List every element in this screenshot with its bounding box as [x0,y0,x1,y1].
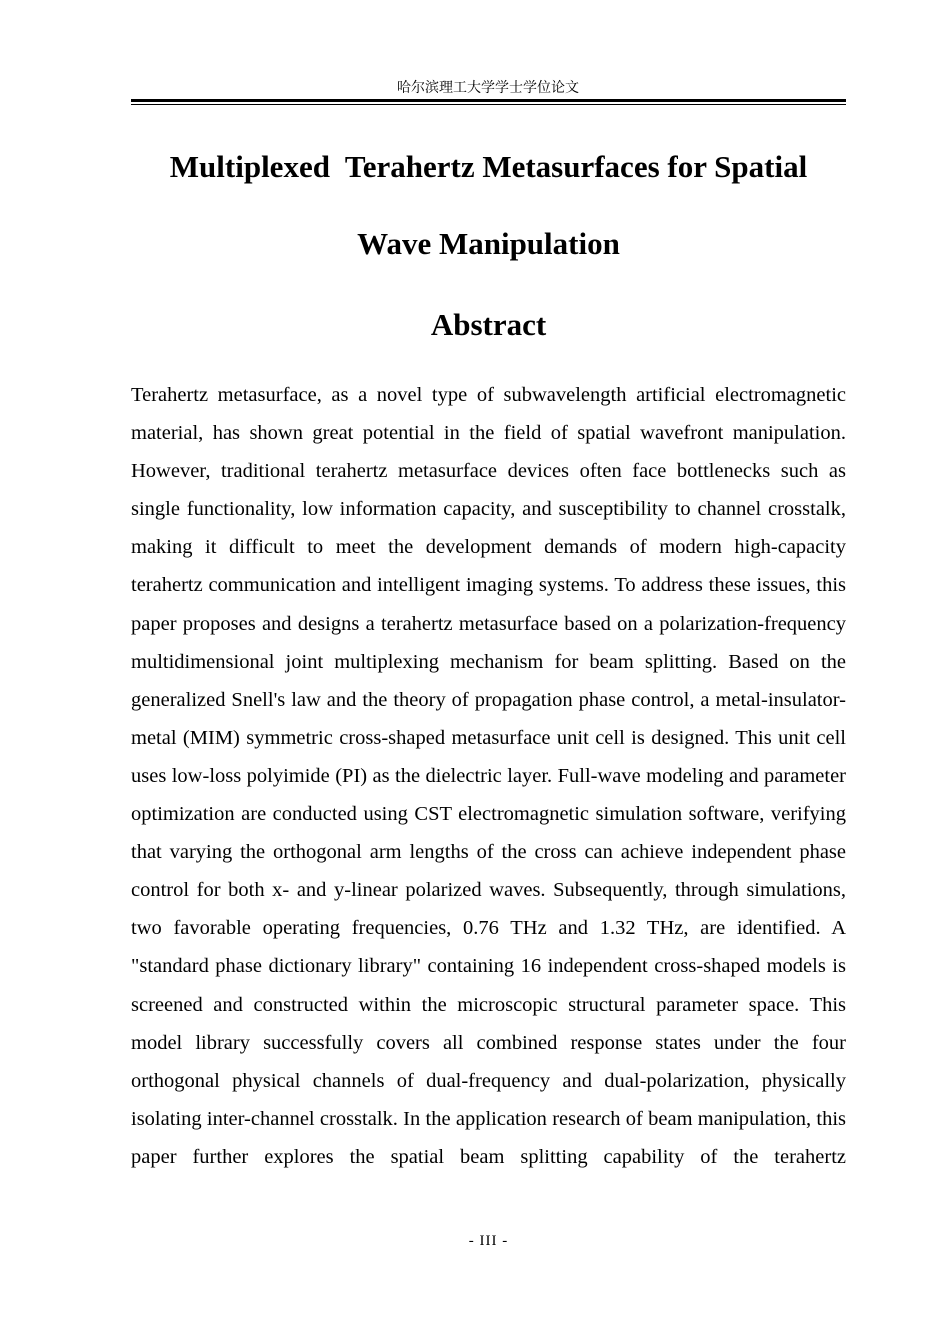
header-rule-thick [131,99,846,102]
abstract-heading: Abstract [430,307,547,342]
abstract-body: Terahertz metasurface, as a novel type of subwavelength artificial electromagnetic material, has shown great potential in the field of spatial wavefront manipulation. However, traditional terahertz metasurface devices often face bottlenecks such as single functionality, low information capacity, and susceptibility to channel crosstalk, making it difficult to meet the development demands of modern high-capacity terahertz communication and intelligent imaging systems. To address these issues, this paper proposes and designs a terahertz metasurface based on a polarization-frequency multidimensional joint multiplexing mechanism for beam splitting. Based on the generalized Snell's law and the theory of propagation phase control, a metal-insulator-metal (MIM) symmetric cross-shaped metasurface unit cell is designed. This unit cell uses low-loss polyimide (PI) as the dielectric layer. Full-wave modeling and parameter optimization are conducted using CST electromagnetic simulation software, verifying that varying the orthogonal arm lengths of the cross can achieve independent phase control for both x- and y-linear polarized waves. Subsequently, through simulations, two favorable operating frequencies, 0.76 THz and 1.32 THz, are identified. A "standard phase dictionary library" containing 16 independent cross-shaped models is screened and constructed within the microscopic structural parameter space. This model library successfully covers all combined response states under the four orthogonal physical channels of dual-frequency and dual-polarization, physically isolating inter-channel crosstalk. In the application research of beam manipulation, this paper further explores the spatial beam splitting capability of the terahertz [131,384,846,1168]
header-rule-thin [131,104,846,105]
running-header: 哈尔滨理工大学学士学位论文 [397,80,579,96]
document-title: Multiplexed Terahertz Metasurfaces for Spatial Wave Manipulation [169,149,815,261]
page-number: - III - [468,1233,509,1249]
